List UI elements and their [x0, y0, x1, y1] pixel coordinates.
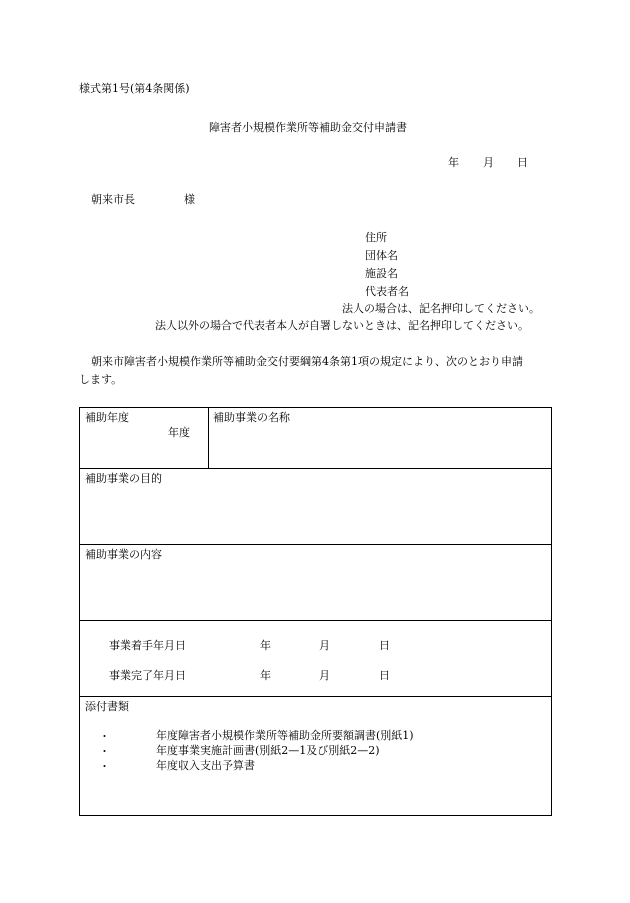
- attachment-bullet: ・: [99, 760, 110, 773]
- row-divider: [80, 544, 551, 545]
- row-divider: [80, 468, 551, 469]
- applicant-facility-label: 施設名: [365, 267, 398, 280]
- date-month: 月: [483, 156, 494, 169]
- column-divider: [208, 408, 209, 468]
- attachments-label: 添付書類: [85, 700, 129, 713]
- subsidy-year-label: 補助年度: [85, 411, 129, 424]
- date-day: 日: [517, 156, 528, 169]
- note-non-corporation: 法人以外の場合で代表者本人が自署しないときは、記名押印してください。: [155, 319, 529, 332]
- applicant-address-label: 住所: [365, 231, 387, 244]
- attachment-bullet: ・: [99, 745, 110, 758]
- attachment-item: 年度事業実施計画書(別紙2—1及び別紙2—2): [156, 744, 380, 757]
- attachment-item: 年度障害者小規模作業所等補助金所要額調書(別紙1): [156, 729, 414, 742]
- end-date-label: 事業完了年月日: [109, 669, 186, 682]
- project-name-label: 補助事業の名称: [213, 411, 290, 424]
- end-date-day: 日: [379, 669, 390, 682]
- start-date-month: 月: [319, 639, 330, 652]
- body-text-line2: します。: [79, 373, 123, 386]
- end-date-year: 年: [260, 669, 271, 682]
- date-year: 年: [448, 156, 459, 169]
- body-text-line1: 朝来市障害者小規模作業所等補助金交付要綱第4条第1項の規定により、次のとおり申請: [91, 355, 523, 368]
- row-divider: [80, 696, 551, 697]
- subsidy-year-suffix: 年度: [168, 426, 190, 439]
- end-date-month: 月: [319, 669, 330, 682]
- note-corporation: 法人の場合は、記名押印してください。: [342, 302, 540, 315]
- document-title: 障害者小規模作業所等補助金交付申請書: [209, 121, 407, 134]
- start-date-day: 日: [379, 639, 390, 652]
- applicant-organization-label: 団体名: [365, 249, 398, 262]
- addressee-name: 朝来市長: [91, 193, 135, 206]
- addressee-honorific: 様: [184, 193, 195, 206]
- start-date-year: 年: [260, 639, 271, 652]
- start-date-label: 事業着手年月日: [109, 639, 186, 652]
- row-divider: [80, 620, 551, 621]
- form-number: 様式第1号(第4条関係): [79, 82, 190, 95]
- content-label: 補助事業の内容: [85, 548, 162, 561]
- attachment-item: 年度収入支出予算書: [156, 759, 255, 772]
- purpose-label: 補助事業の目的: [85, 472, 162, 485]
- attachment-bullet: ・: [99, 730, 110, 743]
- application-table: [79, 407, 552, 816]
- applicant-representative-label: 代表者名: [365, 285, 409, 298]
